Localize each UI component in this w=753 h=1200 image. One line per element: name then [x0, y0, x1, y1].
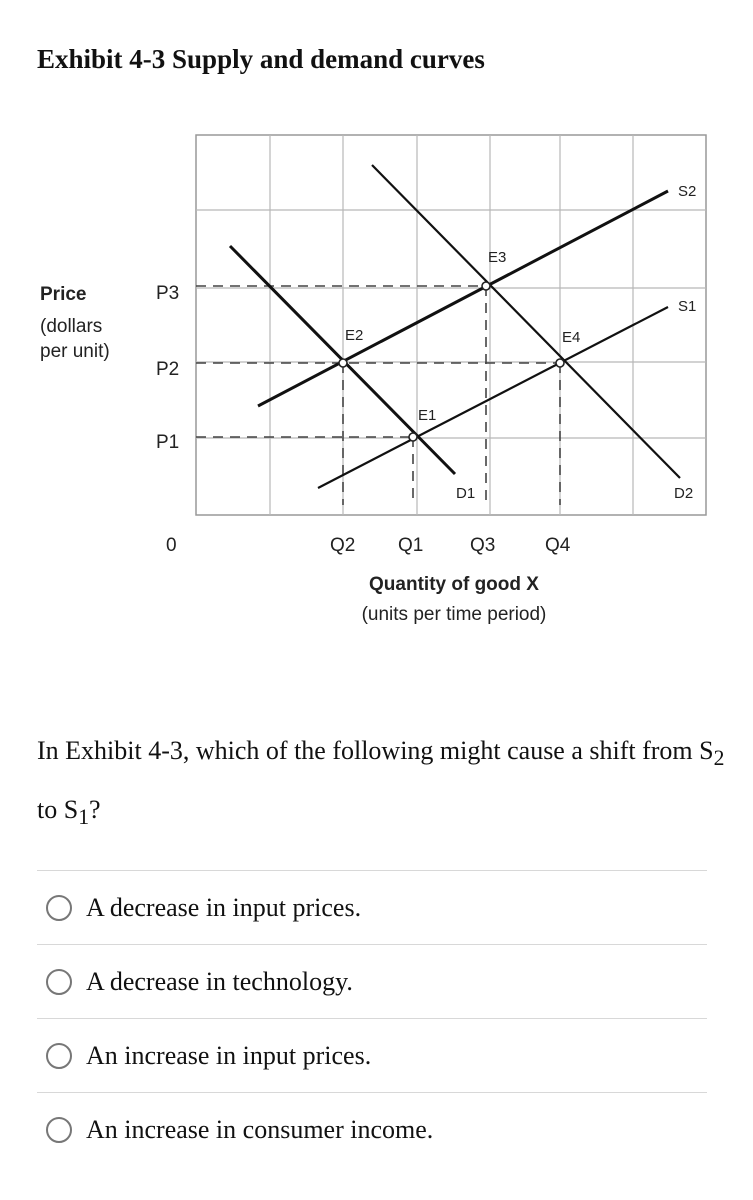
origin-label: 0 [166, 535, 177, 556]
answer-option-3[interactable] [37, 1018, 707, 1092]
quantity-tick-q2: Q2 [330, 535, 356, 556]
price-tick-p1: P1 [156, 432, 180, 453]
supply-demand-chart [0, 100, 753, 640]
radio-button[interactable] [46, 1043, 72, 1069]
plot-area [196, 135, 706, 515]
price-axis-label: Price [40, 284, 87, 305]
curve-label-s1: S1 [678, 298, 697, 315]
quantity-tick-q4: Q4 [545, 535, 571, 556]
price-axis-unit-1: (dollars [40, 316, 103, 337]
answer-option-4[interactable] [37, 1092, 707, 1166]
exhibit-title: Exhibit 4-3 Supply and demand curves [37, 44, 485, 74]
answer-options [37, 870, 707, 1166]
supply-curve-s2 [258, 191, 668, 406]
equilibrium-label-e1: E1 [418, 407, 437, 424]
price-axis-unit-2: per unit) [40, 341, 110, 362]
radio-button[interactable] [46, 969, 72, 995]
quantity-tick-q1: Q1 [398, 535, 424, 556]
answer-option-label: A decrease in technology. [86, 966, 353, 996]
radio-button[interactable] [46, 895, 72, 921]
supply-curve-s1 [318, 307, 668, 488]
price-tick-p3: P3 [156, 283, 180, 304]
equilibrium-label-e4: E4 [562, 329, 581, 346]
answer-option-label: An increase in input prices. [86, 1040, 372, 1070]
answer-option-label: An increase in consumer income. [86, 1114, 434, 1144]
equilibrium-label-e3: E3 [488, 249, 507, 266]
curve-label-s2: S2 [678, 183, 697, 200]
question-text: In Exhibit 4-3, which of the following might cause a shift from $S_2$ to $S_1$? [37, 736, 725, 830]
quantity-axis-label: Quantity of good X [369, 574, 539, 595]
curve-label-d2: D2 [674, 485, 694, 502]
radio-button[interactable] [46, 1117, 72, 1143]
equilibrium-label-e2: E2 [345, 327, 364, 344]
price-tick-p2: P2 [156, 359, 180, 380]
answer-option-label: A decrease in input prices. [86, 892, 362, 922]
curve-label-d1: D1 [456, 485, 476, 502]
quantity-tick-q3: Q3 [470, 535, 496, 556]
grid [196, 135, 706, 515]
answer-option-2[interactable] [37, 944, 707, 1018]
quantity-axis-unit: (units per time period) [361, 604, 547, 625]
answer-option-1[interactable] [37, 870, 707, 944]
